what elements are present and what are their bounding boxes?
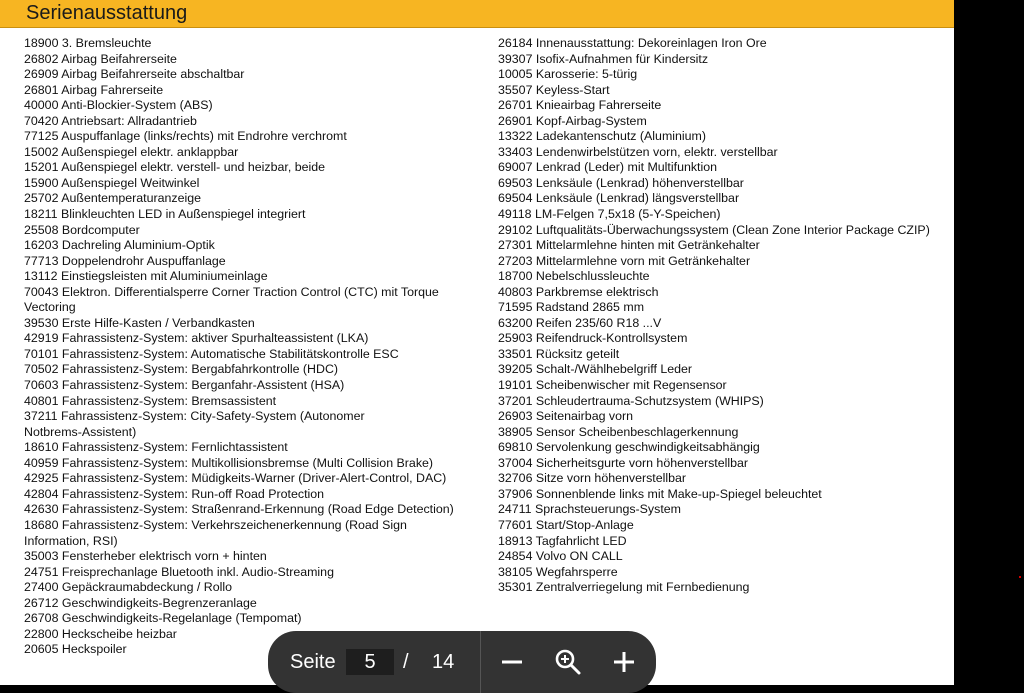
equipment-entry: 63200 Reifen 235/60 R18 ...V [498,315,662,330]
equipment-entry: 39530 Erste Hilfe-Kasten / Verbandkasten [24,315,255,330]
equipment-entry: 71595 Radstand 2865 mm [498,300,645,315]
page-number-input[interactable] [346,649,394,675]
equipment-entry: 33403 Lendenwirbelstützen vorn, elektr. verstellbar [498,144,778,159]
equipment-entry: 37201 Schleudertrauma-Schutzsystem (WHIPS) [498,393,764,408]
equipment-entry: 39307 Isofix-Aufnahmen für Kindersitz [498,51,709,66]
equipment-entry: 38105 Wegfahrsperre [498,564,618,579]
equipment-entry: 35003 Fensterheber elektrisch vorn + hinten [24,549,267,564]
equipment-entry: 49118 LM-Felgen 7,5x18 (5-Y-Speichen) [498,207,721,222]
equipment-list-right [498,36,954,596]
equipment-entry: 35507 Keyless-Start [498,82,610,97]
equipment-entry: 37211 Fahrassistenz-System: City-Safety-System (Autonomer [24,409,365,424]
equipment-entry: 20605 Heckspoiler [24,642,127,657]
equipment-entry: 26903 Seitenairbag vorn [498,409,634,424]
equipment-entry: 22800 Heckscheibe heizbar [24,626,177,641]
equipment-entry: 69810 Servolenkung geschwindigkeitsabhängig [498,440,760,455]
page-label: Seite [290,651,336,673]
equipment-entry: 37004 Sicherheitsgurte vorn höhenverstellbar [498,455,749,470]
equipment-entry: 37906 Sonnenblende links mit Make-up-Spiegel beleuchtet [498,486,822,501]
equipment-entry: 32706 Sitze vorn höhenverstellbar [498,471,687,486]
equipment-entry: 26712 Geschwindigkeits-Begrenzeranlage [24,595,257,610]
equipment-entry: 39205 Schalt-/Wählhebelgriff Leder [498,362,693,377]
equipment-entry: 25508 Bordcomputer [24,222,140,237]
equipment-entry: 24711 Sprachsteuerungs-System [498,502,681,517]
equipment-entry: 18913 Tagfahrlicht LED [498,533,627,548]
equipment-entry: 19101 Scheibenwischer mit Regensensor [498,378,727,393]
section-title: Serienausstattung [26,2,188,24]
equipment-entry: 27400 Gepäckraumabdeckung / Rollo [24,580,233,595]
equipment-entry: 77713 Doppelendrohr Auspuffanlage [24,253,226,268]
equipment-entry: 18211 Blinkleuchten LED in Außenspiegel integriert [24,207,306,222]
equipment-entry: Vectoring [24,300,76,315]
equipment-list-left [24,36,494,658]
equipment-entry: 42919 Fahrassistenz-System: aktiver Spurhalteassistent (LKA) [24,331,369,346]
equipment-entry: 18680 Fahrassistenz-System: Verkehrszeichenerkennung (Road Sign [24,517,407,532]
plus-icon [612,650,636,674]
toolbar-divider [480,631,481,693]
equipment-entry: 42630 Fahrassistenz-System: Straßenrand-Erkennung (Road Edge Detection) [24,502,454,517]
equipment-entry: 69007 Lenkrad (Leder) mit Multifunktion [498,160,718,175]
equipment-entry: 69503 Lenksäule (Lenkrad) höhenverstellbar [498,175,744,190]
red-dot-marker [1019,576,1021,578]
equipment-entry: 26909 Airbag Beifahrerseite abschaltbar [24,67,245,82]
equipment-entry: 18610 Fahrassistenz-System: Fernlichtassistent [24,440,288,455]
equipment-entry: 10005 Karosserie: 5-türig [498,67,638,82]
zoom-out-button[interactable] [495,645,529,679]
equipment-entry: 40959 Fahrassistenz-System: Multikollisionsbremse (Multi Collision Brake) [24,455,434,470]
page-separator: / [403,651,409,673]
equipment-entry: 29102 Luftqualitäts-Überwachungssystem (Clean Zone Interior Package CZIP) [498,222,930,237]
equipment-entry: 26701 Knieairbag Fahrerseite [498,98,662,113]
zoom-icon [554,648,582,676]
page-total: 14 [432,651,455,673]
zoom-in-button[interactable] [607,645,641,679]
equipment-entry: 26708 Geschwindigkeits-Regelanlage (Tempomat) [24,611,302,626]
equipment-entry: 18900 3. Bremsleuchte [24,36,152,50]
equipment-entry: 42925 Fahrassistenz-System: Müdigkeits-Warner (Driver-Alert-Control, DAC) [24,471,447,486]
equipment-entry: 13112 Einstiegsleisten mit Aluminiumeinlage [24,269,268,284]
equipment-entry: 24751 Freisprechanlage Bluetooth inkl. Audio-Streaming [24,564,334,579]
equipment-entry: Information, RSI) [24,533,118,548]
pdf-toolbar [268,631,656,693]
equipment-entry: 38905 Sensor Scheibenbeschlagerkennung [498,424,739,439]
equipment-entry: 70420 Antriebsart: Allradantrieb [24,113,197,128]
equipment-entry: 16203 Dachreling Aluminium-Optik [24,238,215,253]
equipment-entry: 24854 Volvo ON CALL [498,549,623,564]
equipment-entry: 15002 Außenspiegel elektr. anklappbar [24,144,239,159]
equipment-entry: 40803 Parkbremse elektrisch [498,284,659,299]
equipment-entry: 70603 Fahrassistenz-System: Berganfahr-Assistent (HSA) [24,378,345,393]
section-header [0,0,954,28]
equipment-entry: 77601 Start/Stop-Anlage [498,517,634,532]
equipment-entry: 27301 Mittelarmlehne hinten mit Getränkehalter [498,238,760,253]
equipment-entry: 33501 Rücksitz geteilt [498,346,620,361]
equipment-entry: 35301 Zentralverriegelung mit Fernbedienung [498,580,750,595]
zoom-button[interactable] [551,645,585,679]
equipment-entry: 26184 Innenausstattung: Dekoreinlagen Iron Ore [498,36,767,50]
equipment-entry: 69504 Lenksäule (Lenkrad) längsverstellbar [498,191,740,206]
equipment-entry: 15900 Außenspiegel Weitwinkel [24,175,200,190]
equipment-entry: 40801 Fahrassistenz-System: Bremsassistent [24,393,277,408]
equipment-entry: Notbrems-Assistent) [24,424,137,439]
equipment-entry: 25903 Reifendruck-Kontrollsystem [498,331,688,346]
minus-icon [500,650,524,674]
equipment-entry: 27203 Mittelarmlehne vorn mit Getränkehalter [498,253,751,268]
equipment-entry: 13322 Ladekantenschutz (Aluminium) [498,129,707,144]
equipment-entry: 26801 Airbag Fahrerseite [24,82,164,97]
equipment-entry: 42804 Fahrassistenz-System: Run-off Road Protection [24,486,325,501]
equipment-entry: 25702 Außentemperaturanzeige [24,191,202,206]
equipment-entry: 70043 Elektron. Differentialsperre Corner Traction Control (CTC) mit Torque [24,284,439,299]
equipment-entry: 40000 Anti-Blockier-System (ABS) [24,98,213,113]
equipment-entry: 18700 Nebelschlussleuchte [498,269,650,284]
equipment-entry: 15201 Außenspiegel elektr. verstell- und heizbar, beide [24,160,326,175]
equipment-entry: 77125 Auspuffanlage (links/rechts) mit Endrohre verchromt [24,129,347,144]
equipment-entry: 70502 Fahrassistenz-System: Bergabfahrkontrolle (HDC) [24,362,339,377]
equipment-entry: 26901 Kopf-Airbag-System [498,113,647,128]
equipment-entry: 70101 Fahrassistenz-System: Automatische Stabilitätskontrolle ESC [24,346,399,361]
equipment-entry: 26802 Airbag Beifahrerseite [24,51,177,66]
